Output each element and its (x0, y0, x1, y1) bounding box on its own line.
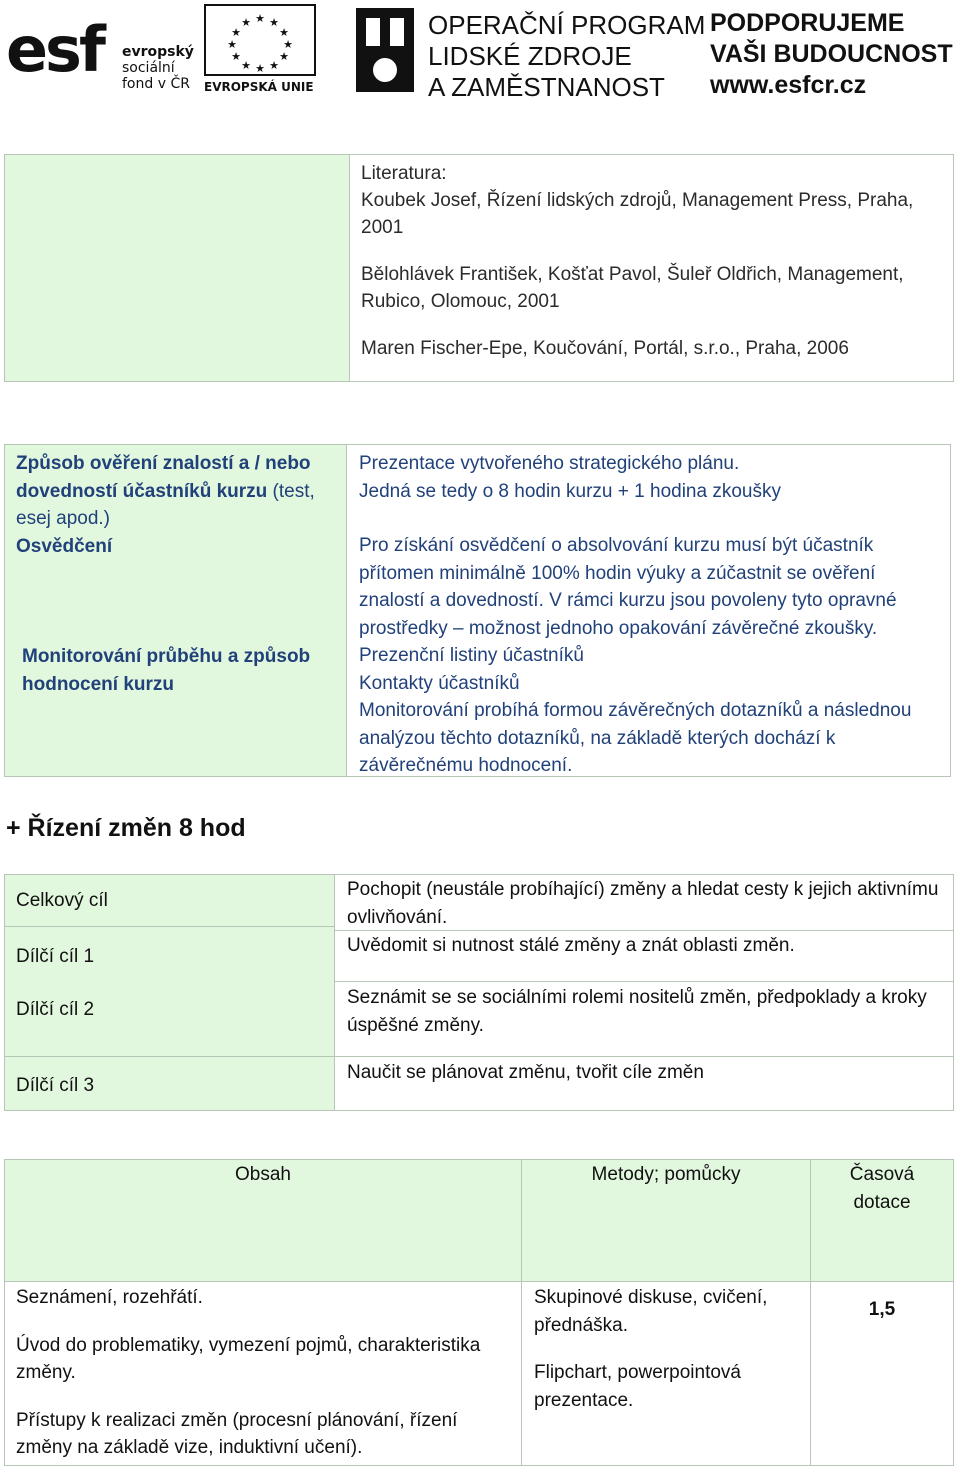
literature-left-cell (4, 154, 350, 382)
esf-logo (6, 4, 196, 96)
participant-contacts: Kontakty účastníků (359, 672, 520, 694)
goal-text: Uvědomit si nutnost stálé změny a znát oblasti změn. (347, 935, 795, 956)
goal-divider (4, 1056, 335, 1057)
goal-text-cell (334, 874, 954, 931)
goal-text: Pochopit (neustále probíhající) změny a hledat cesty k jejich aktivnímu ovlivňování. (347, 879, 939, 928)
methods-item: Skupinové diskuse, cvičení, přednáška. (534, 1287, 768, 1336)
methods-item: Flipchart, powerpointová prezentace. (534, 1362, 741, 1411)
methods-header-cell (521, 1159, 811, 1282)
literature-item: Koubek Josef, Řízení lidských zdrojů, Management Press, Praha, 2001 (361, 190, 914, 238)
content-header-cell (4, 1159, 522, 1282)
time-value: 1,5 (868, 1299, 896, 1320)
svg-text:★: ★ (241, 60, 251, 72)
certificate-conditions: Pro získání osvědčení o absolvování kurzu musí být účastník přítomen minimálně 100% hodin výuky a zúčastnit se ověření znalostí a dovedností. V rámci kurzu jsou povoleny tyto opravné prostředky – možnost jednoho opakování závěrečné zkoušky. (359, 535, 897, 639)
svg-text:★: ★ (231, 27, 241, 39)
goal-text-cell (334, 1056, 954, 1111)
eu-logo (204, 4, 316, 96)
time-header: dotace (853, 1191, 911, 1213)
svg-text:★: ★ (255, 63, 265, 74)
eu-caption: EVROPSKÁ UNIE (204, 80, 314, 94)
time-header-cell (810, 1159, 954, 1282)
content-item: Úvod do problematiky, vymezení pojmů, charakteristika změny. (16, 1334, 481, 1383)
verification-line: Prezentace vytvořeného strategického plánu. (359, 453, 740, 474)
esf-mark: esf (6, 13, 103, 86)
verification-method: Způsob ověření znalostí a / nebo dovedností účastníků kurzu (test, esej apod.) (16, 453, 315, 529)
time-header: Časová (849, 1164, 915, 1185)
slogan: PODPORUJEME VAŠI BUDOUCNOST www.esfcr.cz (710, 9, 953, 99)
methods-cell (521, 1281, 811, 1466)
content-cell (4, 1281, 522, 1466)
svg-text:★: ★ (279, 51, 289, 63)
literature-item: Maren Fischer-Epe, Koučování, Portál, s.r.o., Praha, 2006 (361, 338, 849, 359)
verification-label-cell (4, 444, 347, 777)
methods-header: Metody; pomůcky (591, 1164, 741, 1185)
goal-text: Seznámit se se sociálními rolemi nositelů změn, předpoklady a kroky úspěšné změny. (347, 987, 927, 1036)
goal-label: Dílčí cíl 3 (16, 1075, 95, 1096)
certificate-label: Osvědčení (16, 535, 113, 557)
goal-label: Dílčí cíl 2 (16, 999, 95, 1020)
eu-flag-icon (204, 4, 316, 76)
verification-content-cell (346, 444, 951, 777)
header-logos (0, 0, 960, 104)
literature-cell (349, 154, 954, 382)
goal-label: Dílčí cíl 1 (16, 946, 95, 967)
svg-text:★: ★ (283, 39, 293, 51)
verification-line: Jedná se tedy o 8 hodin kurzu + 1 hodina zkoušky (359, 480, 781, 502)
op-text: OPERAČNÍ PROGRAM LIDSKÉ ZDROJE A ZAMĚSTNANOST (428, 10, 706, 102)
svg-text:★: ★ (255, 13, 265, 25)
svg-text:★: ★ (231, 51, 241, 63)
literature-label: Literatura: (361, 163, 447, 184)
literature-item: Bělohlávek František, Košťat Pavol, Šuleř Oldřich, Management, Rubico, Olomouc, 2001 (361, 264, 904, 312)
svg-text:★: ★ (241, 17, 251, 29)
op-mark-icon (354, 4, 416, 96)
esf-text: evropský sociální fond v ČR (122, 44, 194, 92)
svg-text:★: ★ (269, 60, 279, 72)
monitoring-description: Monitorování probíhá formou závěrečných dotazníků a následnou analýzou těchto dotazníků, na základě kterých dochází k závěrečnému hodnocení. (359, 700, 912, 776)
monitoring-label: Monitorování průběhu a způsob hodnocení kurzu (22, 646, 311, 695)
goals-label-cell (4, 874, 335, 1111)
goal-text-cell (334, 930, 954, 982)
svg-text:★: ★ (227, 39, 237, 51)
section-heading: + Řízení změn 8 hod (6, 814, 246, 842)
svg-text:★: ★ (269, 17, 279, 29)
attendance-lists: Prezenční listiny účastníků (359, 645, 584, 666)
goal-divider (4, 926, 335, 927)
content-item: Přístupy k realizaci změn (procesní plánování, řízení změny na základě vize, induktivní učení). (16, 1409, 458, 1458)
content-item: Seznámení, rozehřátí. (16, 1287, 203, 1308)
goal-text: Naučit se plánovat změnu, tvořit cíle změn (347, 1062, 704, 1083)
op-logo (354, 4, 706, 102)
goal-label: Celkový cíl (16, 890, 108, 911)
svg-text:★: ★ (279, 27, 289, 39)
time-cell (810, 1281, 954, 1466)
goal-text-cell (334, 981, 954, 1057)
content-header: Obsah (235, 1164, 291, 1185)
